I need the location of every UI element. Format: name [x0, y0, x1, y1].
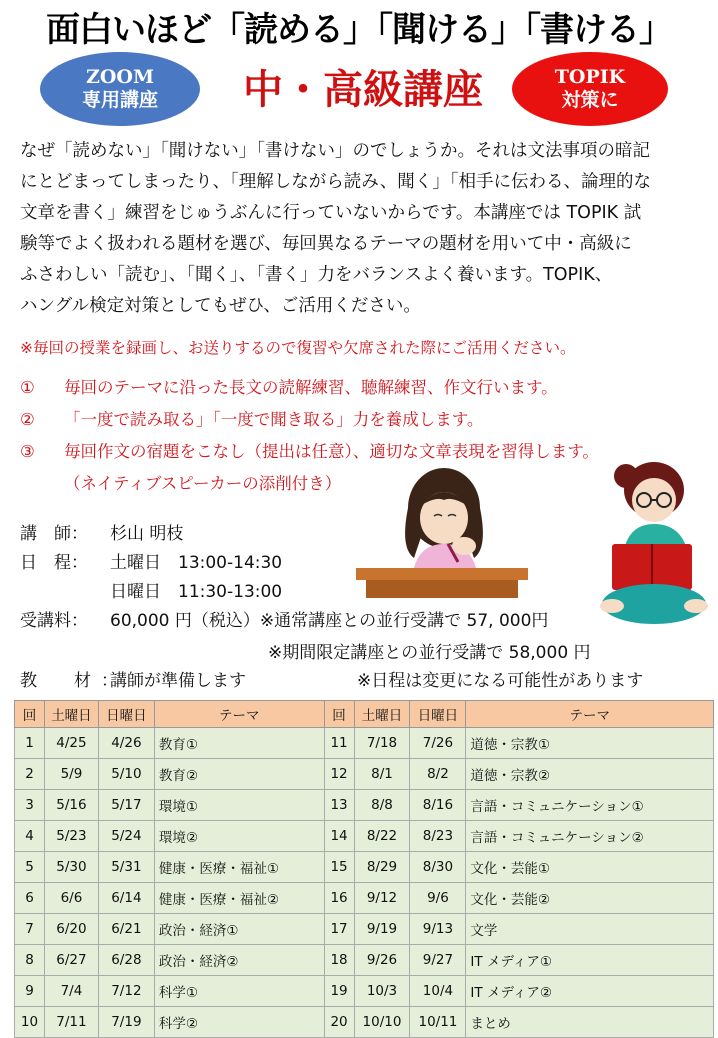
table-cell: 5/10 [98, 759, 154, 790]
table-cell: 2 [15, 759, 45, 790]
table-cell: 6/27 [44, 945, 98, 976]
table-cell: 7/19 [98, 1007, 154, 1038]
table-cell: 1 [15, 728, 45, 759]
table-cell: 道徳・宗教① [466, 728, 714, 759]
intro-line: ハングル検定対策としてもぜひ、ご活用ください。 [20, 296, 421, 316]
table-cell: 教育② [154, 759, 324, 790]
instructor-name: 杉山 明枝 [110, 524, 184, 544]
table-cell: 8/22 [354, 821, 410, 852]
course-info [20, 520, 548, 636]
fee-text: 60,000 円（税込）※通常講座との並行受講で 57, 000円 [110, 611, 549, 631]
table-cell: IT メディア② [466, 976, 714, 1007]
table-cell: 7/4 [44, 976, 98, 1007]
feature-number: ① [20, 378, 35, 397]
intro-paragraph [20, 136, 710, 322]
table-header-cell: 回 [15, 701, 45, 728]
table-cell: 16 [324, 883, 354, 914]
table-header-cell: 土曜日 [44, 701, 98, 728]
feature-text: 毎回作文の宿題をこなし（提出は任意）、適切な文章表現を習得します。 [64, 442, 599, 461]
table-cell: 12 [324, 759, 354, 790]
table-cell: 健康・医療・福祉② [154, 883, 324, 914]
schedule-sunday: 日曜日 11:30-13:00 [110, 582, 283, 602]
table-cell: 9/26 [354, 945, 410, 976]
table-cell: 5/31 [98, 852, 154, 883]
schedule-disclaimer: ※日程は変更になる可能性があります [357, 671, 644, 691]
fee-label: 受講料： [20, 611, 88, 631]
table-cell: 8/16 [410, 790, 466, 821]
table-cell: 科学① [154, 976, 324, 1007]
table-cell: 9/13 [410, 914, 466, 945]
table-cell: 5 [15, 852, 45, 883]
feature-number: ③ [20, 442, 35, 461]
table-cell: 5/23 [44, 821, 98, 852]
fee-row [20, 607, 548, 636]
fee-extra: ※期間限定講座との並行受講で 58,000 円 [268, 643, 591, 663]
schedule-label: 日 程： [20, 553, 88, 573]
table-cell: 9 [15, 976, 45, 1007]
table-cell: 10/4 [410, 976, 466, 1007]
feature-item [20, 372, 599, 404]
table-cell: 8/29 [354, 852, 410, 883]
table-row [15, 852, 714, 883]
table-cell: 9/12 [354, 883, 410, 914]
table-row [15, 821, 714, 852]
table-cell: 8/1 [354, 759, 410, 790]
table-cell: 言語・コミュニケーション② [466, 821, 714, 852]
table-cell: 健康・医療・福祉① [154, 852, 324, 883]
intro-line: なぜ「読めない」「聞けない」「書けない」のでしょうか。それは文法事項の暗記 [20, 141, 650, 161]
table-cell: 7/11 [44, 1007, 98, 1038]
topik-badge-line2: 対策に [561, 89, 619, 111]
feature-text: 「一度で読み取る」「一度で聞き取る」力を養成します。 [64, 410, 484, 429]
table-cell: 8/23 [410, 821, 466, 852]
table-cell: 10/11 [410, 1007, 466, 1038]
table-cell: 6/14 [98, 883, 154, 914]
table-cell: 5/9 [44, 759, 98, 790]
table-cell: 文化・芸能① [466, 852, 714, 883]
table-header-cell: テーマ [154, 701, 324, 728]
headline: 面白いほど「読める」「聞ける」「書ける」 [46, 10, 672, 50]
table-row [15, 914, 714, 945]
materials-row [20, 666, 644, 691]
intro-line: 験等でよく扱われる題材を選び、毎回異なるテーマの題材を用いて中・高級に [20, 234, 632, 254]
table-row [15, 945, 714, 976]
table-cell: 6/28 [98, 945, 154, 976]
table-cell: 5/17 [98, 790, 154, 821]
table-cell: 6/20 [44, 914, 98, 945]
table-header-cell: 日曜日 [410, 701, 466, 728]
table-cell: 7/26 [410, 728, 466, 759]
table-cell: 13 [324, 790, 354, 821]
table-cell: 言語・コミュニケーション① [466, 790, 714, 821]
table-cell: 20 [324, 1007, 354, 1038]
table-cell: 環境① [154, 790, 324, 821]
table-header-cell: テーマ [466, 701, 714, 728]
table-row [15, 1007, 714, 1038]
topik-badge [512, 52, 668, 126]
recording-note: ※毎回の授業を録画し、お送りするので復習や欠席された際にご活用ください。 [20, 339, 576, 357]
feature-subnote: （ネイティブスピーカーの添削付き） [64, 474, 342, 493]
table-cell: 政治・経済① [154, 914, 324, 945]
table-cell: 7 [15, 914, 45, 945]
table-cell: 7/18 [354, 728, 410, 759]
zoom-badge-line2: 専用講座 [81, 89, 158, 111]
table-row [15, 883, 714, 914]
table-cell: 4/26 [98, 728, 154, 759]
table-cell: IT メディア① [466, 945, 714, 976]
table-cell: 5/16 [44, 790, 98, 821]
table-cell: 10 [15, 1007, 45, 1038]
table-cell: 9/27 [410, 945, 466, 976]
course-title: 中・高級講座 [243, 66, 483, 113]
table-cell: 文学 [466, 914, 714, 945]
table-cell: 9/19 [354, 914, 410, 945]
table-cell: 4/25 [44, 728, 98, 759]
table-cell: 14 [324, 821, 354, 852]
table-cell: まとめ [466, 1007, 714, 1038]
table-cell: 18 [324, 945, 354, 976]
intro-line: 文章を書く」練習をじゅうぶんに行っていないからです。本講座では TOPIK 試 [20, 203, 642, 223]
table-header-cell: 土曜日 [354, 701, 410, 728]
topik-badge-line1: TOPIK [554, 66, 626, 89]
table-cell: 文化・芸能② [466, 883, 714, 914]
table-header-cell: 回 [324, 701, 354, 728]
table-cell: 6/21 [98, 914, 154, 945]
table-cell: 5/24 [98, 821, 154, 852]
table-cell: 6 [15, 883, 45, 914]
instructor-label: 講 師： [20, 524, 88, 544]
table-cell: 4 [15, 821, 45, 852]
schedule-row-2 [20, 578, 548, 607]
table-cell: 19 [324, 976, 354, 1007]
table-cell: 10/10 [354, 1007, 410, 1038]
table-row [15, 976, 714, 1007]
intro-line: にとどまってしまったり、「理解しながら読み、聞く」「相手に伝わる、論理的な [20, 172, 652, 192]
table-row [15, 759, 714, 790]
table-cell: 道徳・宗教② [466, 759, 714, 790]
table-cell: 環境② [154, 821, 324, 852]
zoom-badge-line1: ZOOM [85, 66, 154, 89]
table-cell: 6/6 [44, 883, 98, 914]
materials-text: 講師が準備します [110, 671, 246, 691]
table-row [15, 728, 714, 759]
table-cell: 5/30 [44, 852, 98, 883]
reading-girl-illustration [598, 456, 714, 636]
schedule-row [20, 549, 548, 578]
table-cell: 教育① [154, 728, 324, 759]
table-cell: 7/12 [98, 976, 154, 1007]
intro-line: ふさわしい「読む」、「聞く」、「書く」力をバランスよく養います。TOPIK、 [20, 265, 613, 285]
table-cell: 15 [324, 852, 354, 883]
zoom-badge [40, 52, 200, 126]
feature-text: 毎回のテーマに沿った長文の読解練習、聴解練習、作文行います。 [64, 378, 558, 397]
table-cell: 17 [324, 914, 354, 945]
table-cell: 11 [324, 728, 354, 759]
schedule-table [14, 700, 714, 1038]
table-cell: 10/3 [354, 976, 410, 1007]
table-cell: 科学② [154, 1007, 324, 1038]
materials-label: 教 材： [20, 671, 128, 691]
table-header-cell: 日曜日 [98, 701, 154, 728]
schedule-saturday: 土曜日 13:00-14:30 [110, 553, 283, 573]
table-cell: 8 [15, 945, 45, 976]
table-row [15, 790, 714, 821]
table-cell: 9/6 [410, 883, 466, 914]
table-cell: 8/30 [410, 852, 466, 883]
table-cell: 8/2 [410, 759, 466, 790]
table-cell: 政治・経済② [154, 945, 324, 976]
feature-number: ② [20, 410, 35, 429]
feature-item [20, 404, 599, 436]
table-cell: 3 [15, 790, 45, 821]
table-cell: 8/8 [354, 790, 410, 821]
table-header-row [15, 701, 714, 728]
instructor-row [20, 520, 548, 549]
